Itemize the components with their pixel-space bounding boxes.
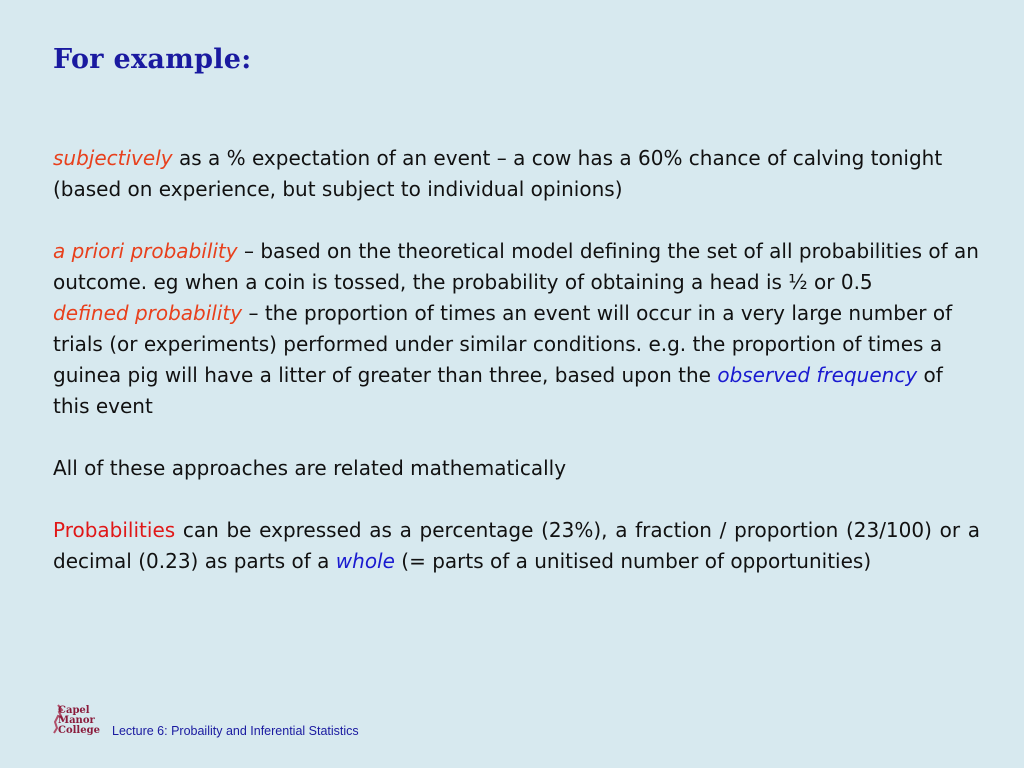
paragraph-defined bbox=[53, 298, 980, 422]
term-subjectively: subjectively bbox=[53, 146, 173, 170]
paragraph-text: – the proportion of times an event will occur in a very large number of trials (or experiments) performed under similar conditions. e.g. the proportion of times a guinea pig will have a litter of greater than three, based upon the bbox=[53, 301, 953, 387]
spacer bbox=[53, 422, 980, 453]
paragraph-text: of this event bbox=[53, 363, 943, 418]
paragraph-related: All of these approaches are related mathematically bbox=[53, 456, 567, 480]
paragraph-text: – based on the theoretical model defining the set of all probabilities of an outcome. eg when a coin is tossed, the probability of obtaining a head is ½ or 0.5 bbox=[53, 239, 979, 294]
footer-lecture-title: Lecture 6: Probaility and Inferential Statistics bbox=[112, 724, 359, 738]
logo-line: Manor bbox=[58, 715, 95, 726]
logo-text bbox=[58, 706, 100, 736]
term-observed-frequency: observed frequency bbox=[717, 363, 918, 387]
term-probabilities: Probabilities bbox=[53, 518, 176, 542]
logo-line: Capel bbox=[58, 705, 90, 716]
paragraph-text: (= parts of a unitised number of opportunities) bbox=[394, 549, 872, 573]
footer bbox=[50, 702, 359, 742]
term-whole: whole bbox=[335, 549, 395, 573]
spacer bbox=[53, 205, 980, 236]
paragraph-a-priori bbox=[53, 236, 980, 298]
slide-title: For example: bbox=[53, 44, 252, 75]
paragraph-text: as a % expectation of an event – a cow has a 60% chance of calving tonight (based on experience, but subject to individual opinions) bbox=[53, 146, 943, 201]
college-logo bbox=[50, 702, 106, 742]
spacer bbox=[53, 484, 980, 515]
logo-line: College bbox=[58, 725, 100, 736]
paragraph-text: can be expressed as a percentage (23%), a fraction / proportion (23/100) or a decimal (0.23) as parts of a bbox=[53, 518, 980, 573]
term-a-priori: a priori probability bbox=[53, 239, 238, 263]
term-defined-probability: defined probability bbox=[53, 301, 243, 325]
slide-content bbox=[53, 143, 980, 577]
paragraph-subjectively bbox=[53, 143, 980, 205]
paragraph-probabilities bbox=[53, 515, 980, 577]
